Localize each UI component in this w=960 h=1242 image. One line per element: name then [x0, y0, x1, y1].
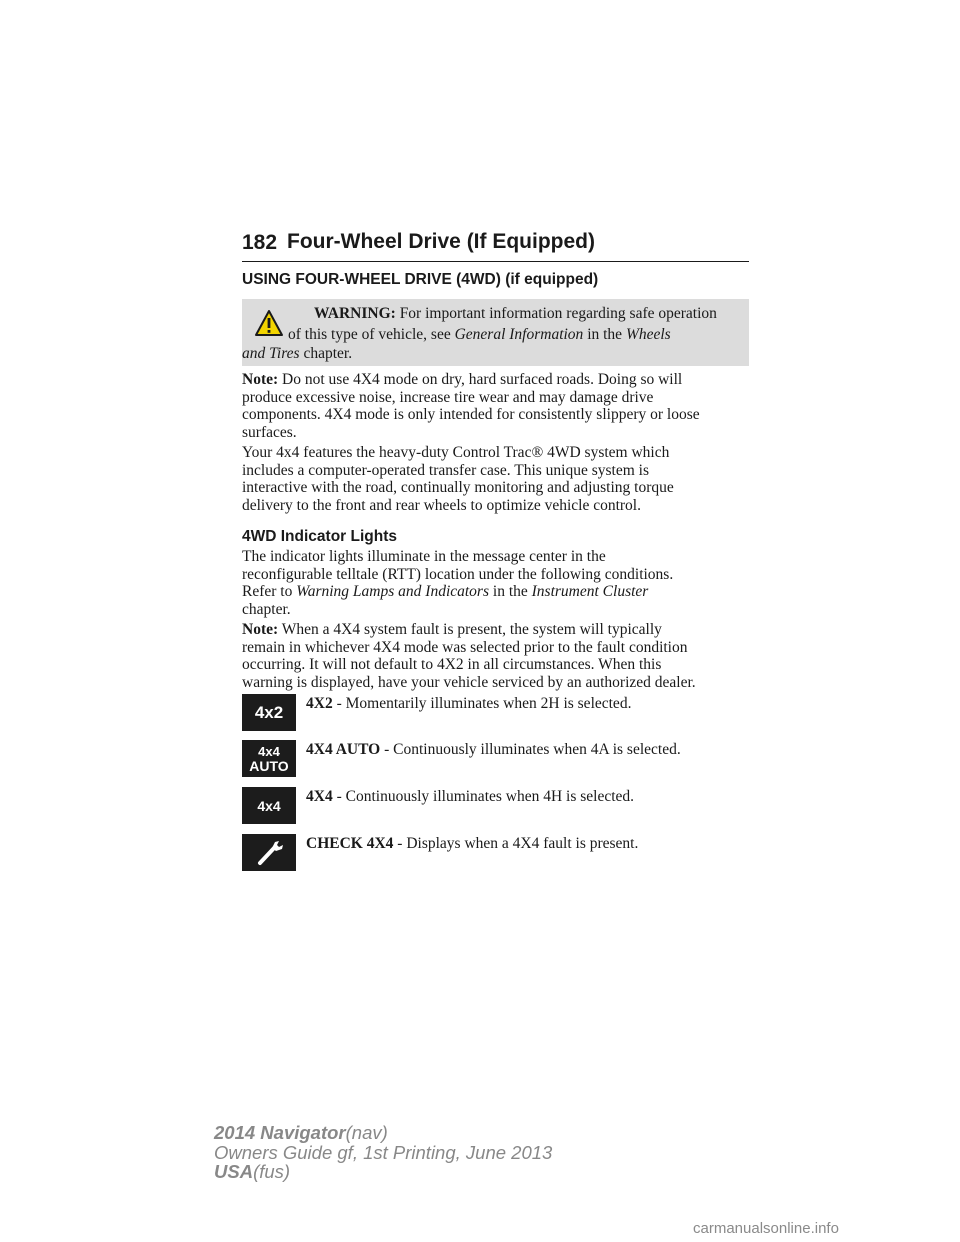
warning-text-2: of this type of vehicle, see [288, 326, 455, 343]
footer-line-1 [214, 1123, 552, 1143]
indicator-name-4x4: 4X4 [306, 788, 333, 805]
4x4-auto-indicator-icon [242, 740, 296, 777]
page-number: 182 [242, 231, 278, 254]
ref-instrument-cluster: Instrument Cluster [531, 583, 649, 601]
indicator-desc-check-4x4 [306, 835, 638, 853]
indicator-row-4x4 [242, 787, 757, 827]
section-title: USING FOUR-WHEEL DRIVE (4WD) (if equipped) [242, 271, 599, 288]
note1-line-4: surfaces. [242, 423, 297, 441]
features-line-4: delivery to the front and rear wheels to optimize vehicle control. [242, 496, 641, 514]
indicator-name-check-4x4: CHECK 4X4 [306, 835, 394, 852]
4x4-indicator-icon: 4x4 [242, 787, 296, 824]
paragraph-control-trac [242, 444, 757, 514]
footer-market: USA [214, 1161, 254, 1182]
warning-ref-and-tires: and Tires [242, 345, 300, 362]
note1-line-3: components. 4X4 mode is only intended for consistently slippery or loose [242, 406, 700, 424]
indicator-desc-4x4 [306, 788, 634, 806]
wrench-icon [242, 834, 296, 871]
note-fault-condition [242, 621, 757, 691]
warning-triangle-icon [254, 309, 284, 337]
indicator-row-check-4x4 [242, 834, 757, 874]
note1-text-1: Do not use 4X4 mode on dry, hard surfaced roads. Doing so will [282, 371, 683, 388]
note2-label: Note: [242, 621, 279, 638]
note2-line-4: warning is displayed, have your vehicle serviced by an authorized dealer. [242, 673, 696, 691]
indicator-row-4x2 [242, 694, 757, 734]
indicators-line-3 [242, 583, 757, 601]
warning-ref-wheels: Wheels [625, 326, 671, 343]
page-footer [214, 1123, 552, 1182]
indicators-text-in-the: in the [489, 583, 532, 601]
indicator-detail-check-4x4: - Displays when a 4X4 fault is present. [393, 835, 639, 852]
features-line-2: includes a computer-operated transfer case. This unique system is [242, 461, 650, 479]
warning-text-1: For important information regarding safe operation [399, 305, 717, 322]
warning-line-3 [242, 343, 352, 365]
warning-text-4: chapter. [299, 345, 353, 362]
note1-line-1 [242, 371, 757, 389]
note1-line-2: produce excessive noise, increase tire wear and may damage drive [242, 388, 654, 406]
indicators-line-4: chapter. [242, 600, 291, 618]
features-line-1: Your 4x4 features the heavy-duty Control Trac® 4WD system which [242, 444, 670, 461]
warning-line-1 [314, 303, 717, 325]
chapter-title: Four-Wheel Drive (If Equipped) [287, 230, 595, 253]
note2-text-1: When a 4X4 system fault is present, the system will typically [281, 621, 662, 638]
warning-ref-general-information: General Information [454, 326, 584, 343]
indicator-name-4x4-auto: 4X4 AUTO [306, 741, 381, 758]
indicators-text-refer: Refer to [242, 583, 297, 601]
indicator-detail-4x2: - Momentarily illuminates when 2H is selected. [332, 695, 632, 712]
warning-box [242, 299, 749, 366]
note-4x4-dry-roads [242, 371, 757, 441]
indicators-line-2: reconfigurable telltale (RTT) location under the following conditions. [242, 565, 674, 583]
wrench-icon-graphic [252, 838, 286, 868]
note1-label: Note: [242, 371, 279, 388]
page-header [242, 229, 749, 262]
4x4-auto-icon-line-1: 4x4 [258, 743, 280, 759]
footer-line-3 [214, 1162, 552, 1182]
watermark: carmanualsonline.info [693, 1220, 839, 1237]
footer-model: 2014 Navigator [214, 1122, 346, 1143]
note2-line-3: occurring. It will not default to 4X2 in all circumstances. When this [242, 656, 662, 674]
note2-line-1 [242, 621, 757, 639]
indicators-line-1: The indicator lights illuminate in the message center in the [242, 548, 606, 565]
4x2-indicator-icon: 4x2 [242, 694, 296, 731]
footer-market-code: (fus) [253, 1161, 291, 1182]
indicator-lights-title: 4WD Indicator Lights [242, 528, 397, 545]
indicator-detail-4x4: - Continuously illuminates when 4H is selected. [332, 788, 635, 805]
4x4-auto-icon-line-2: AUTO [249, 757, 289, 774]
features-line-3: interactive with the road, continually monitoring and adjusting torque [242, 479, 674, 497]
note2-line-2: remain in whichever 4X4 mode was selected prior to the fault condition [242, 638, 688, 656]
indicator-detail-4x4-auto: - Continuously illuminates when 4A is selected. [380, 741, 681, 758]
indicator-desc-4x4-auto [306, 741, 681, 759]
footer-line-2: Owners Guide gf, 1st Printing, June 2013 [214, 1141, 553, 1163]
indicator-name-4x2: 4X2 [306, 695, 333, 712]
footer-model-code: (nav) [345, 1122, 388, 1143]
paragraph-indicator-lights [242, 548, 757, 618]
warning-text-3: in the [583, 326, 626, 343]
indicator-desc-4x2 [306, 695, 631, 713]
indicator-row-4x4-auto [242, 740, 757, 780]
ref-warning-lamps: Warning Lamps and Indicators [296, 583, 490, 601]
warning-label: WARNING: [314, 305, 396, 322]
